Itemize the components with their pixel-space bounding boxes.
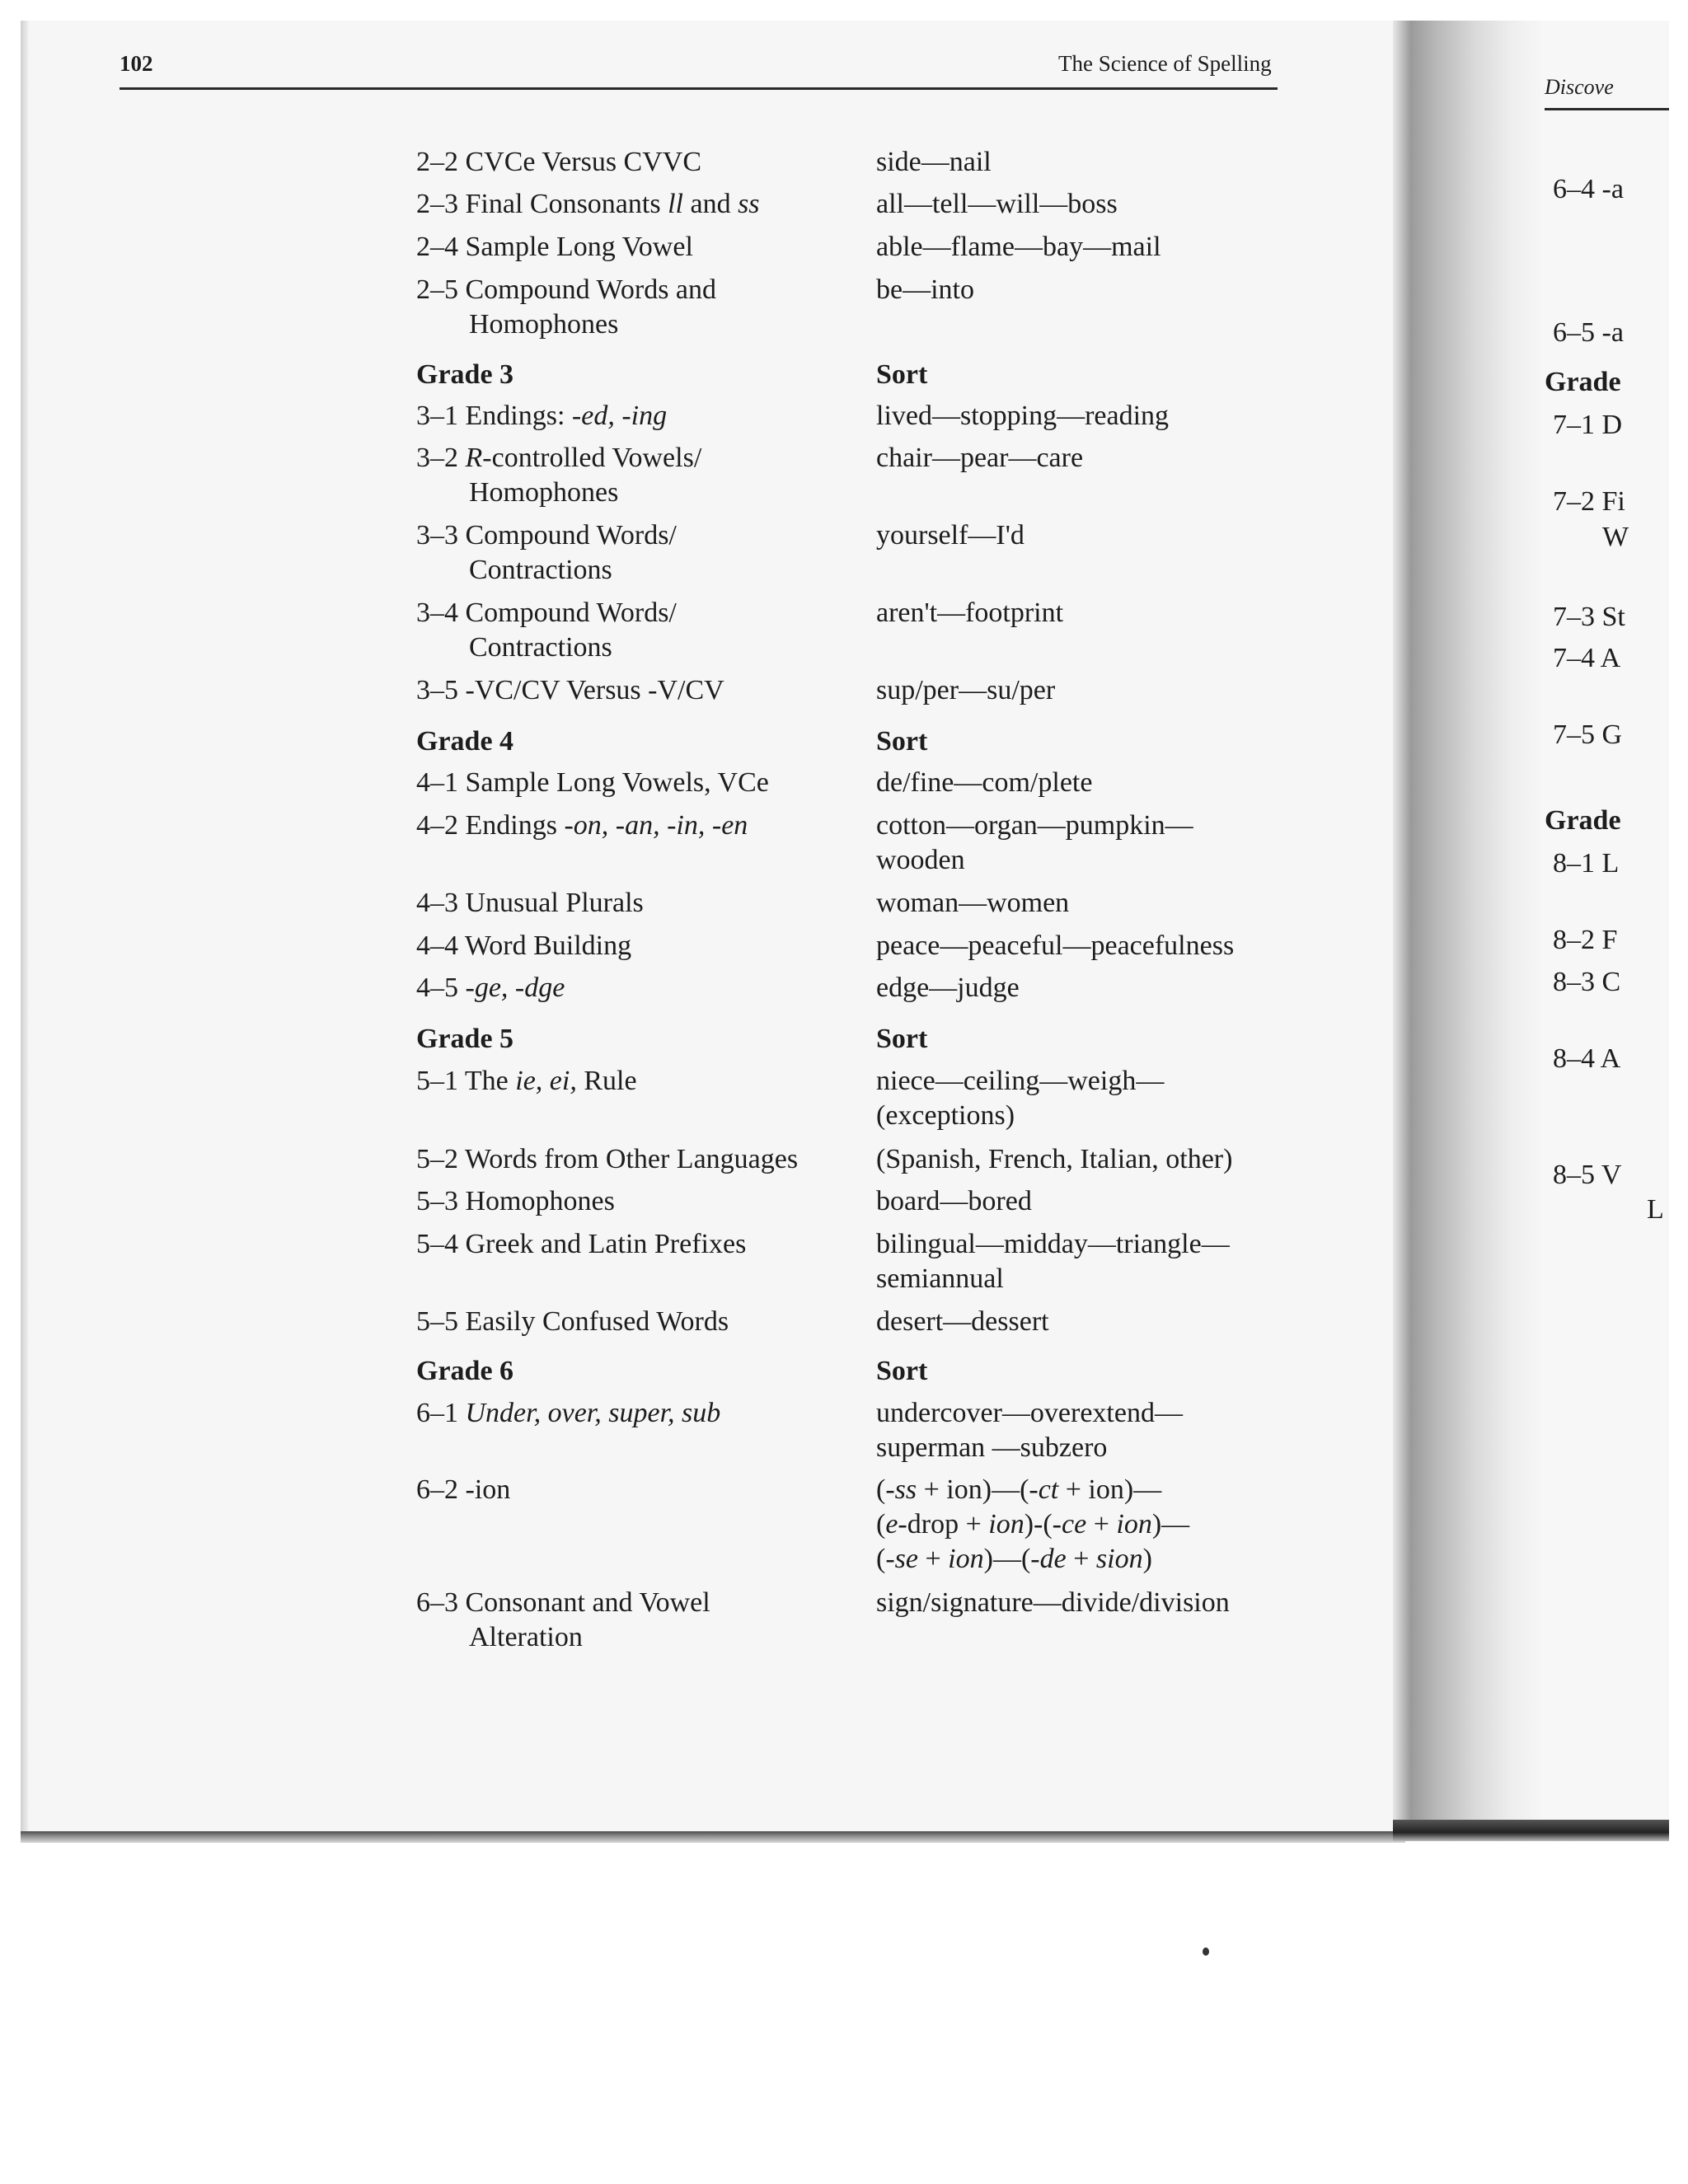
lesson-title: Consonant and Vowel — [465, 1587, 710, 1618]
sort-2-2: side—nail — [876, 147, 992, 177]
sort-3-4: aren't—footprint — [876, 598, 1064, 628]
next-page-running-head: Discove — [1545, 75, 1614, 99]
sort-line: (exceptions) — [876, 1100, 1015, 1131]
lesson-5-2: 5–2 Words from Other Languages — [416, 1144, 799, 1174]
sort-line: bilingual—midday—triangle— — [876, 1229, 1230, 1259]
lesson-title-cont: Homophones — [469, 309, 619, 340]
lesson-5-3: 5–3 Homophones — [416, 1186, 615, 1216]
lesson-6-1: 6–1 Under, over, super, sub — [416, 1398, 721, 1428]
sort-heading-grade-5: Sort — [876, 1024, 928, 1054]
sort-4-4: peace—peaceful—peacefulness — [876, 930, 1235, 961]
sort-4-3: woman—women — [876, 888, 1070, 918]
sort-5-5: desert—dessert — [876, 1306, 1049, 1337]
lesson-4-2: 4–2 Endings -on, -an, -in, -en — [416, 810, 748, 841]
sort-6-2: (-ss + ion)—(-ct + ion)— (e-drop + ion)-(-ce + ion)— (-se + ion)—(-de + sion) — [876, 1474, 1190, 1574]
right-page-bottom-edge — [1393, 1820, 1669, 1841]
next-page-fragment: 7–1 D — [1553, 410, 1623, 440]
lesson-4-5: 4–5 -ge, -dge — [416, 972, 565, 1003]
lesson-number: 3–3 — [416, 520, 458, 551]
lesson-2-2: 2–2 CVCe Versus CVVC — [416, 147, 702, 177]
sort-6-3: sign/signature—divide/division — [876, 1587, 1230, 1618]
next-page-fragment: Grade — [1545, 805, 1621, 836]
lesson-3-4 — [416, 596, 845, 665]
lesson-2-3: 2–3 Final Consonants ll and ss — [416, 189, 760, 219]
sort-line: wooden — [876, 845, 965, 875]
sort-heading-grade-4: Sort — [876, 726, 928, 757]
lesson-5-4: 5–4 Greek and Latin Prefixes — [416, 1229, 747, 1259]
lesson-title: Compound Words/ — [465, 520, 677, 551]
sort-line: undercover—overextend— — [876, 1398, 1183, 1428]
lesson-4-1: 4–1 Sample Long Vowels, VCe — [416, 767, 769, 798]
lesson-2-5 — [416, 273, 845, 342]
lesson-number: 2–5 — [416, 274, 458, 305]
grade-4-heading: Grade 4 — [416, 726, 514, 757]
sort-line: superman —subzero — [876, 1432, 1108, 1463]
lesson-title-cont: Homophones — [469, 477, 619, 508]
sort-5-4 — [876, 1227, 1321, 1296]
lesson-title-cont: Alteration — [469, 1622, 583, 1652]
sort-2-5: be—into — [876, 274, 974, 305]
lesson-6-3 — [416, 1586, 845, 1655]
lesson-2-4: 2–4 Sample Long Vowel — [416, 232, 693, 262]
lesson-title-cont: Contractions — [469, 632, 612, 663]
sort-5-1 — [876, 1064, 1321, 1133]
next-page-fragment: L — [1647, 1194, 1664, 1225]
lesson-4-3: 4–3 Unusual Plurals — [416, 888, 644, 918]
next-page-fragment: 7–5 G — [1553, 719, 1623, 750]
sort-heading-grade-3: Sort — [876, 359, 928, 390]
lesson-title: Compound Words/ — [465, 598, 677, 628]
next-page-fragment: 8–4 A — [1553, 1043, 1621, 1074]
next-page-fragment: 8–2 F — [1553, 925, 1618, 955]
sort-3-5: sup/per—su/per — [876, 675, 1056, 705]
sort-line: semiannual — [876, 1263, 1004, 1294]
next-page-fragment: 7–2 Fi — [1553, 486, 1625, 517]
sort-6-1 — [876, 1396, 1321, 1465]
next-page-header-rule — [1545, 108, 1669, 110]
grade-6-heading: Grade 6 — [416, 1356, 514, 1386]
sort-line: niece—ceiling—weigh— — [876, 1066, 1165, 1096]
lesson-5-5: 5–5 Easily Confused Words — [416, 1306, 729, 1337]
next-page-fragment: 7–3 St — [1553, 602, 1625, 632]
lesson-4-4: 4–4 Word Building — [416, 930, 632, 961]
sort-5-2: (Spanish, French, Italian, other) — [876, 1144, 1233, 1174]
lesson-3-2: 3–2 R-controlled Vowels/ Homophones — [416, 441, 845, 510]
lesson-title: Compound Words and — [465, 274, 717, 305]
lesson-3-3 — [416, 518, 845, 588]
sort-3-2: chair—pear—care — [876, 443, 1084, 473]
lesson-5-1: 5–1 The ie, ei, Rule — [416, 1066, 637, 1096]
sort-3-3: yourself—I'd — [876, 520, 1025, 551]
sort-heading-grade-6: Sort — [876, 1356, 928, 1386]
sort-4-1: de/fine—com/plete — [876, 767, 1093, 798]
sort-4-2 — [876, 808, 1321, 878]
lesson-6-2: 6–2 -ion — [416, 1474, 511, 1505]
next-page-fragment: 8–1 L — [1553, 848, 1620, 879]
lesson-3-1: 3–1 Endings: -ed, -ing — [416, 401, 668, 431]
sort-2-4: able—flame—bay—mail — [876, 232, 1161, 262]
scan-speck — [1203, 1947, 1209, 1956]
next-page-fragment: Grade — [1545, 367, 1621, 397]
sort-line: cotton—organ—pumpkin— — [876, 810, 1193, 841]
next-page-fragment: W — [1602, 522, 1629, 552]
sort-5-3: board—bored — [876, 1186, 1032, 1216]
right-page-fragment — [1541, 21, 1669, 1834]
grade-5-heading: Grade 5 — [416, 1024, 514, 1054]
book-gutter — [1393, 21, 1541, 1838]
sort-2-3: all—tell—will—boss — [876, 189, 1118, 219]
grade-3-heading: Grade 3 — [416, 359, 514, 390]
sort-4-5: edge—judge — [876, 972, 1020, 1003]
next-page-fragment: 7–4 A — [1553, 643, 1621, 673]
next-page-fragment: 6–4 -a — [1553, 174, 1624, 204]
running-head-title: The Science of Spelling — [1058, 51, 1272, 76]
lesson-3-5: 3–5 -VC/CV Versus -V/CV — [416, 675, 724, 705]
sort-3-1: lived—stopping—reading — [876, 401, 1170, 431]
lesson-title-cont: Contractions — [469, 555, 612, 585]
page-number: 102 — [120, 51, 153, 76]
header-rule — [120, 87, 1278, 90]
lesson-number: 3–4 — [416, 598, 458, 628]
lesson-number: 6–3 — [416, 1587, 458, 1618]
next-page-fragment: 8–3 C — [1553, 967, 1621, 997]
next-page-fragment: 6–5 -a — [1553, 317, 1624, 348]
next-page-fragment: 8–5 V — [1553, 1160, 1622, 1190]
